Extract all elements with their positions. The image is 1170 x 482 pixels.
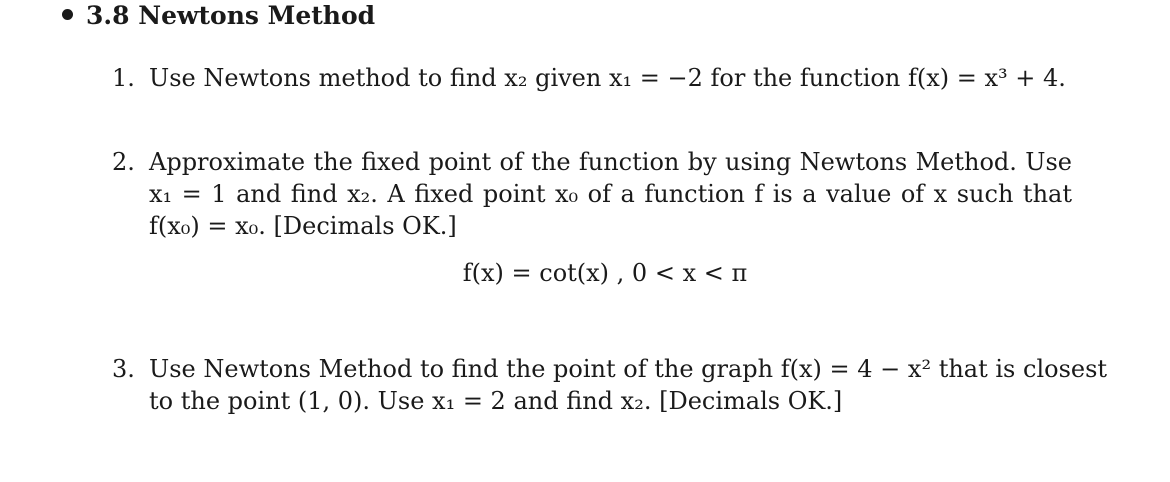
section-heading [62,0,375,32]
section-title: Newtons Method [138,1,376,30]
problem-line: f(x₀) = x₀. [Decimals OK.] [149,212,457,240]
display-equation: f(x) = cot(x) , 0 < x < π [462,259,748,287]
problem-line: x₁ = 1 and find x₂. A fixed point x₀ of a function f is a value of x such that [149,180,1072,208]
problem-line: Use Newtons Method to find the point of the graph f(x) = 4 − x² that is closest [149,355,1108,383]
section-number: 3.8 [86,1,130,30]
problem-2 [112,146,1072,242]
problem-text [149,62,1072,94]
problem-line: Approximate the fixed point of the function by using Newtons Method. Use [149,148,1072,176]
problem-text [149,353,1108,417]
problem-number: 3. [112,355,135,383]
problem-line: to the point (1, 0). Use x₁ = 2 and find x₂. [Decimals OK.] [149,387,843,415]
problem-3 [112,353,1108,417]
problem-number: 2. [112,148,135,176]
problem-text [149,146,1072,242]
problem-line: Use Newtons method to find x₂ given x₁ = −2 for the function f(x) = x³ + 4. [149,64,1066,92]
problem-number: 1. [112,64,135,92]
problem-1 [112,62,1072,94]
bullet-icon [62,9,73,20]
